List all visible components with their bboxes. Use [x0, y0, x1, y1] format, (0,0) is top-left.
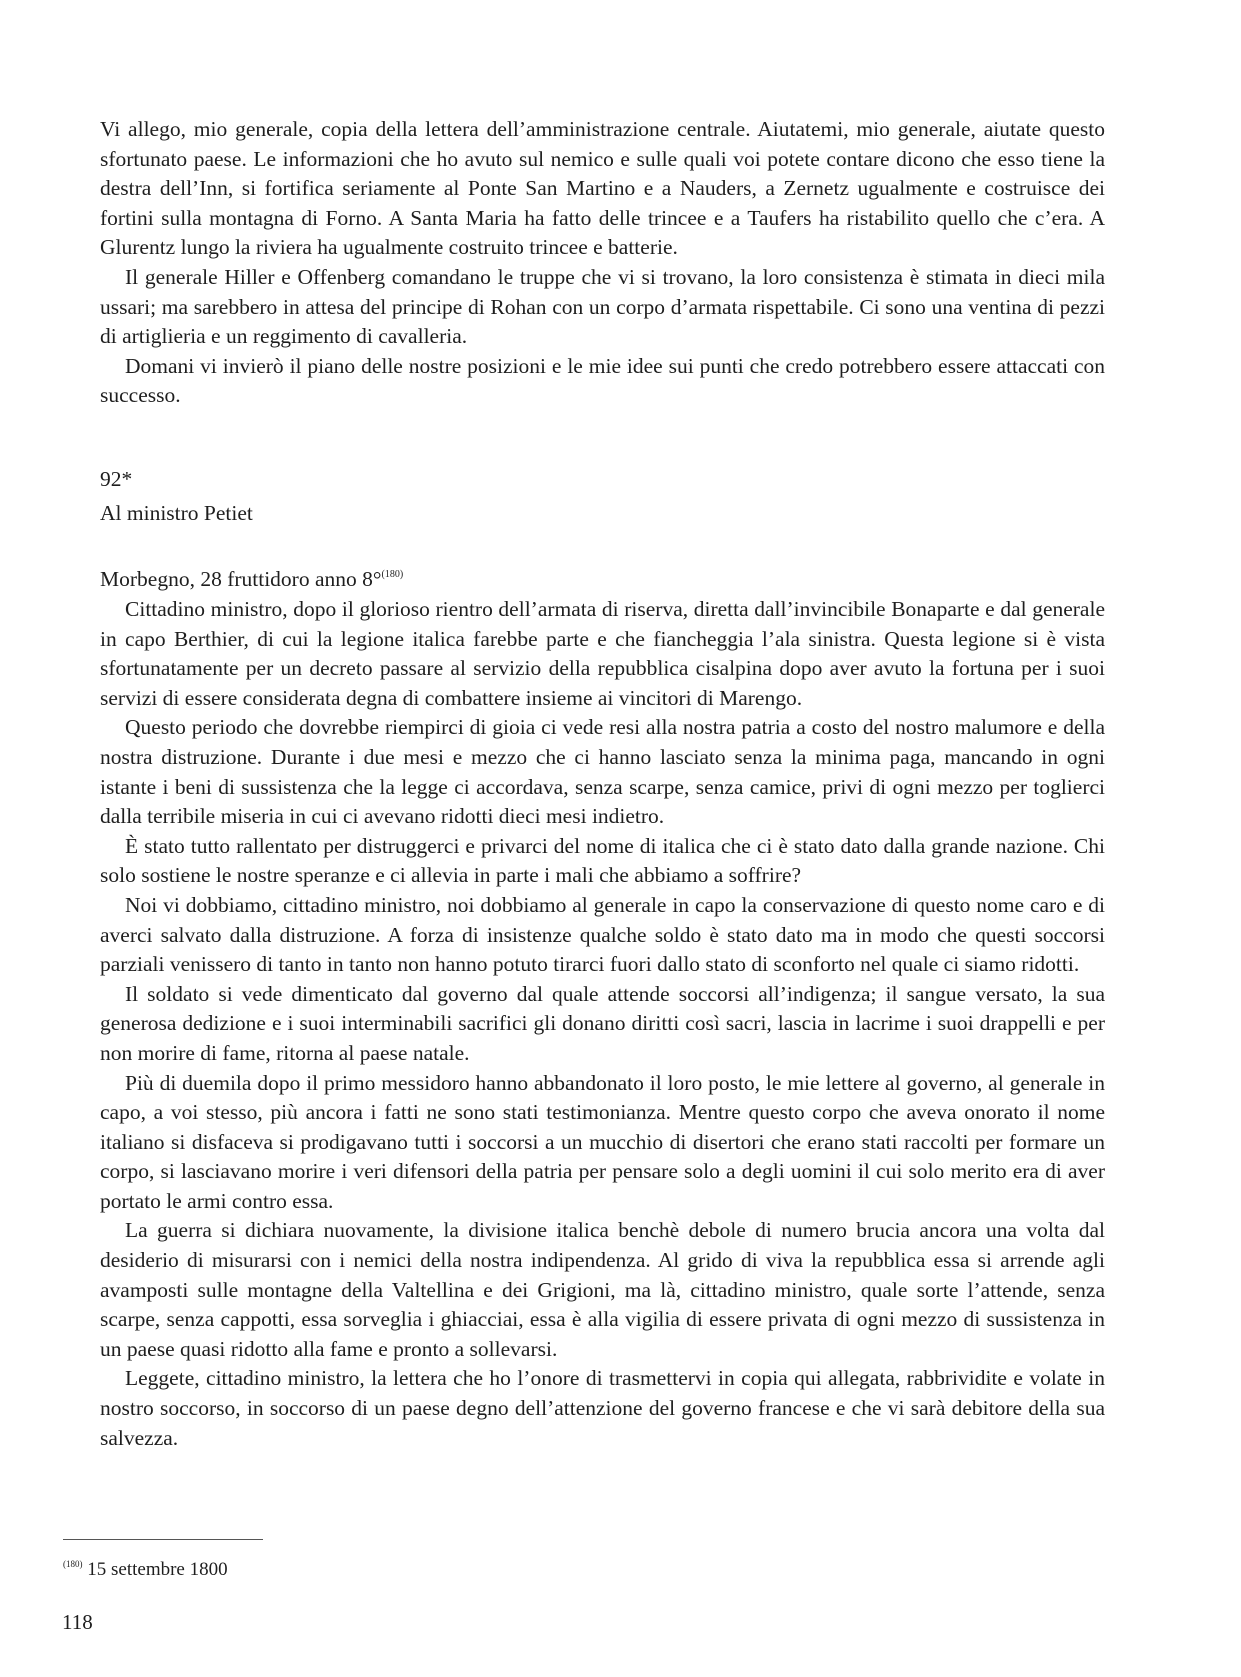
paragraph: Il generale Hiller e Offenberg comandano le truppe che vi si trovano, la loro consistenza è stimata in dieci mila ussari; ma sarebbero in attesa del principe di Rohan con un corpo d’armata rispettabile. Ci sono una ventina di pezzi di artiglieria e un reggimento di cavalleria.	[100, 264, 1105, 349]
paragraph: Il soldato si vede dimenticato dal governo dal quale attende soccorsi all’indigenza; il sangue versato, la sua generosa dedizione e i suoi interminabili sacrifici gli donano diritti così sacri, lascia in lacrime i suoi drappelli e per non morire di fame, ritorna al paese natale.	[100, 981, 1105, 1065]
letter-recipient: Al ministro Petiet	[100, 501, 253, 525]
paragraph: Noi vi dobbiamo, cittadino ministro, noi dobbiamo al generale in capo la conservazione di questo nome caro e di averci salvato dalla distruzione. A forza di insistenze qualche soldo è stato dato ma in modo che questi soccorsi parziali venissero di tanto in tanto non hanno potuto tirarci fuori dallo stato di sconforto nel quale ci siamo ridotti.	[100, 892, 1105, 977]
paragraph: È stato tutto rallentato per distruggerci e privarci del nome di italica che ci è stato dato dalla grande nazione. Chi solo sostiene le nostre speranze e ci allevia in parte i mali che abbiamo a soffrire?	[100, 833, 1105, 888]
letter-body	[100, 595, 1105, 1453]
paragraph: Leggete, cittadino ministro, la lettera che ho l’onore di trasmettervi in copia qui allegata, rabbrividite e volate in nostro soccorso, in soccorso di un paese degno dell’attenzione del governo francese e che vi sarà debitore della sua salvezza.	[100, 1366, 1105, 1450]
letter-number: 92*	[100, 467, 133, 491]
paragraph: Cittadino ministro, dopo il glorioso rientro dell’armata di riserva, diretta dall’invincibile Bonaparte e dal generale in capo Berthier, di cui la legione italica farebbe parte e che fiancheggia l’ala sinistra. Questa legione si è vista sfortunatamente per un decreto passare al servizio della repubblica cisalpina dopo aver avuto la fortuna per i suoi servizi di essere considerata degna di combattere insieme ai vincitori di Marengo.	[100, 597, 1105, 710]
previous-letter-body	[100, 115, 1105, 411]
paragraph: Questo periodo che dovrebbe riempirci di gioia ci vede resi alla nostra patria a costo del nostro malumore e della nostra distruzione. Durante i due mesi e mezzo che ci hanno lasciato senza la minima paga, mancando in ogni istante i beni di sussistenza che la legge ci accordava, senza scarpe, senza camice, privi di ogni mezzo per toglierci dalla terribile miseria in cui ci avevano ridotti dieci mesi indietro.	[100, 715, 1105, 829]
paragraph: Più di duemila dopo il primo messidoro hanno abbandonato il loro posto, le mie lettere al governo, al generale in capo, a voi stesso, più ancora i fatti ne sono stati testimonianza. Mentre questo corpo che aveva onorato il nome italiano si disfaceva si prodigavano tutti i soccorsi a un mucchio di disertori che erano stati raccolti per formare un corpo, si lasciavano morire i veri difensori della patria per pensare solo a degli uomini il cui solo merito era di aver portato le armi contro essa.	[100, 1070, 1105, 1213]
dateline-text: Morbegno, 28 fruttidoro anno 8°	[100, 567, 382, 591]
footnote-reference: (180)	[381, 569, 404, 580]
page-number: 118	[62, 1610, 93, 1634]
footnote-divider	[63, 1539, 263, 1540]
footnote	[63, 1551, 228, 1583]
paragraph: Domani vi invierò il piano delle nostre posizioni e le mie idee sui punti che credo potrebbero essere attaccati con successo.	[100, 353, 1105, 408]
footnote-text: 15 settembre 1800	[87, 1559, 228, 1580]
footnote-mark: (180)	[63, 1559, 83, 1569]
letter-dateline	[100, 565, 403, 595]
paragraph: Vi allego, mio generale, copia della lettera dell’amministrazione centrale. Aiutatemi, mio generale, aiutate questo sfortunato paese. Le informazioni che ho avuto sul nemico e sulle quali voi potete contare dicono che esso tiene la destra dell’Inn, si fortifica seriamente al Ponte San Martino e a Nauders, a Zernetz ugualmente e costruisce dei fortini sulla montagna di Forno. A Santa Maria ha fatto delle trincee e a Taufers ha ristabilito quello che c’era. A Glurentz lungo la riviera ha ugualmente costruito trincee e batterie.	[100, 117, 1105, 260]
paragraph: La guerra si dichiara nuovamente, la divisione italica benchè debole di numero brucia ancora una volta dal desiderio di misurarsi con i nemici della nostra indipendenza. Al grido di viva la repubblica essa si arrende agli avamposti sulle montagne della Valtellina e dei Grigioni, ma là, cittadino ministro, quale sorte l’attende, senza scarpe, senza cappotti, essa sorveglia i ghiacciai, essa è alla vigilia di essere privata di ogni mezzo di sussistenza in un paese quasi ridotto alla fame e pronto a sollevarsi.	[100, 1218, 1105, 1361]
